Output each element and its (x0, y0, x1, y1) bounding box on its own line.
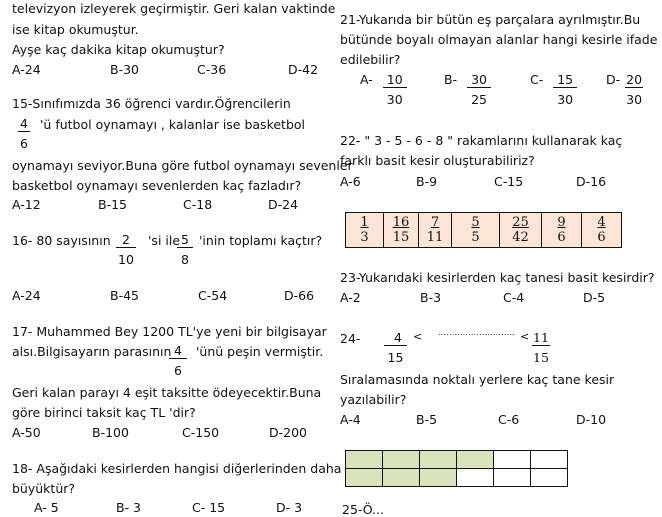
q18-line2: büyüktür? (12, 481, 76, 496)
q23-option-c[interactable]: C-4 (503, 290, 525, 305)
q17-fraction (169, 343, 187, 380)
q22-option-c[interactable]: C-15 (494, 174, 524, 189)
q21-line2: bütünde boyalı olmayan alanlar hangi kesirle ifade (340, 32, 658, 47)
q21-line1: 21-Yukarıda bir bütün eş parçalara ayrılmıştır.Bu (340, 12, 641, 27)
q24-line3: yazılabilir? (340, 392, 407, 407)
q24-fraction2 (532, 330, 550, 367)
q25-line1: 25-Ö... (342, 502, 385, 517)
q22-option-b[interactable]: B-9 (416, 174, 438, 189)
q16-option-c[interactable]: C-54 (198, 288, 228, 303)
q22-line2: farklı basit kesir oluşturabiliriz? (340, 153, 535, 168)
q24-line2: Sıralamasında noktalı yerlere kaç tane kesir (340, 372, 615, 387)
q23-option-a[interactable]: A-2 (340, 290, 361, 305)
q24-option-b[interactable]: B-5 (416, 412, 438, 427)
q24-less-than-1: < (413, 330, 423, 343)
q21-line3: edilebilir? (340, 52, 401, 67)
q21-option-c-den: 30 (557, 92, 574, 107)
q21-option-a-label: A- (360, 72, 373, 87)
q24-fraction1 (384, 330, 407, 367)
q15-line1: 15-Sınıfımızda 36 öğrenci vardır.Öğrencilerin (12, 96, 291, 111)
q17-line2-pre: alsı.Bilgisayarın parasının (12, 344, 172, 359)
q17-line4: göre birinci taksit kaç TL 'dir? (12, 405, 196, 420)
q16-frac2-den: 8 (181, 252, 189, 267)
q23-option-d[interactable]: D-5 (583, 290, 606, 305)
q24-option-a[interactable]: A-4 (340, 412, 361, 427)
grid-cell-shaded (383, 451, 420, 469)
q14-line1: televizyon izleyerek geçirmiştir. Geri kalan vaktinde (12, 1, 336, 16)
q24-frac2-den: 15 (533, 350, 549, 365)
q15-fraction (18, 116, 30, 153)
q16-frac1-num: 2 (116, 232, 136, 248)
q22-option-d[interactable]: D-16 (576, 174, 607, 189)
grid-cell-empty (494, 469, 531, 487)
q21-option-d-num: 20 (626, 72, 643, 87)
fraction-cell: 25 42 (500, 213, 542, 248)
q16-mid: 'si ile (148, 233, 181, 248)
q21-option-b-num: 30 (467, 72, 491, 88)
q14-option-b[interactable]: B-30 (110, 62, 139, 77)
q14-option-c[interactable]: C-36 (197, 62, 227, 77)
q16-suffix: 'inin toplamı kaçtır? (199, 233, 323, 248)
q24-option-c[interactable]: C-6 (498, 412, 520, 427)
q24-dotted-blank[interactable]: ............................ (438, 328, 515, 337)
q23-line1: 23-Yukarıdaki kesirlerden kaç tanesi basit kesirdir? (340, 270, 655, 285)
grid-cell-empty (457, 469, 494, 487)
grid-cell-shaded (346, 451, 383, 469)
q23-option-b[interactable]: B-3 (420, 290, 442, 305)
q17-line2-post: 'ünü peşin vermiştir. (196, 344, 324, 359)
q24-frac1-den: 15 (387, 350, 404, 365)
q21-option-b-label: B- (444, 72, 458, 87)
q17-option-b[interactable]: B-100 (92, 425, 129, 440)
grid-cell-empty (494, 451, 531, 469)
q24-option-d[interactable]: D-10 (576, 412, 607, 427)
q18-option-a[interactable]: A- 5 (34, 500, 59, 515)
q17-line3: Geri kalan parayı 4 eşit taksitte ödeyecektir.Buna (12, 385, 322, 400)
q15-frac-num: 4 (20, 116, 28, 131)
fraction-cell: 5 5 (452, 213, 500, 248)
grid-cell-shaded (420, 451, 457, 469)
q16-option-b[interactable]: B-45 (110, 288, 139, 303)
grid-cell-empty (531, 451, 568, 469)
q16-frac2-num: 5 (177, 232, 193, 248)
q21-option-c[interactable] (530, 72, 577, 109)
q22-option-a[interactable]: A-6 (340, 174, 361, 189)
fraction-cell: 16 15 (384, 213, 419, 248)
q17-frac-num: 4 (169, 343, 187, 359)
q14-question: Ayşe kaç dakika kitap okumuştur? (12, 42, 225, 57)
q15-option-c[interactable]: C-18 (183, 197, 213, 212)
q21-option-b[interactable] (444, 72, 491, 109)
q14-option-a[interactable]: A-24 (12, 62, 41, 77)
q16-frac1-den: 10 (118, 252, 134, 267)
q21-option-c-label: C- (530, 72, 544, 87)
q18-option-b[interactable]: B- 3 (116, 500, 142, 515)
q14-line2: ise kitap okumuştur. (12, 22, 139, 37)
q16-option-a[interactable]: A-24 (12, 288, 41, 303)
q18-line1: 18- Aşağıdaki kesirlerden hangisi diğerlerinden daha (12, 461, 342, 476)
q18-option-c[interactable]: C- 15 (192, 500, 226, 515)
q15-option-a[interactable]: A-12 (12, 197, 41, 212)
q21-option-d-den: 30 (626, 92, 643, 107)
fraction-cell: 7 11 (419, 213, 452, 248)
q17-option-d[interactable]: D-200 (269, 425, 307, 440)
q14-option-d[interactable]: D-42 (288, 62, 319, 77)
q21-option-a[interactable] (360, 72, 407, 109)
q16-fraction1 (116, 232, 136, 269)
q15-option-b[interactable]: B-15 (98, 197, 127, 212)
q15-option-d[interactable]: D-24 (268, 197, 299, 212)
q17-option-a[interactable]: A-50 (12, 425, 41, 440)
fraction-cell: 9 6 (542, 213, 582, 248)
grid-cell-shaded (457, 451, 494, 469)
grid-cell-empty (531, 469, 568, 487)
fraction-cell: 1 3 (346, 213, 384, 248)
q17-line1: 17- Muhammed Bey 1200 TL'ye yeni bir bilgisayar (12, 324, 327, 339)
q24-prefix: 24- (340, 331, 361, 346)
q16-option-d[interactable]: D-66 (284, 288, 315, 303)
q15-line4: basketbol oynamayı sevenlerden kaç fazladır? (12, 178, 302, 193)
q24-frac2-num: 11 (533, 330, 549, 345)
q16-prefix: 16- 80 sayısının (12, 233, 111, 248)
q22-line1: 22- " 3 - 5 - 6 - 8 " rakamlarını kullanarak kaç (340, 133, 623, 148)
grid-cell-shaded (420, 469, 457, 487)
shaded-grid (345, 450, 568, 487)
grid-row (346, 469, 568, 487)
q21-option-b-den: 25 (471, 92, 487, 107)
grid-row (346, 451, 568, 469)
grid-cell-shaded (383, 469, 420, 487)
q15-line2: 'ü futbol oynamayı , kalanlar ise basketbol (40, 117, 306, 132)
q21-option-a-den: 30 (386, 92, 403, 107)
q24-less-than-2: < (520, 330, 530, 343)
q17-frac-den: 6 (174, 363, 182, 378)
q17-option-c[interactable]: C-150 (182, 425, 220, 440)
grid-cell-shaded (346, 469, 383, 487)
q21-option-c-num: 15 (553, 72, 577, 88)
q24-frac1-num: 4 (384, 330, 407, 346)
q15-frac-den: 6 (20, 136, 28, 151)
fraction-cell: 4 6 (582, 213, 622, 248)
q21-option-d[interactable] (606, 72, 643, 109)
q21-option-a-num: 10 (383, 72, 407, 88)
q18-option-d[interactable]: D- 3 (276, 500, 303, 515)
fraction-table (345, 212, 622, 248)
q21-option-d-label: D- (606, 72, 621, 87)
q16-fraction2 (177, 232, 193, 269)
q15-line3: oynamayı seviyor.Buna göre futbol oynamayı sevenler (12, 158, 353, 173)
